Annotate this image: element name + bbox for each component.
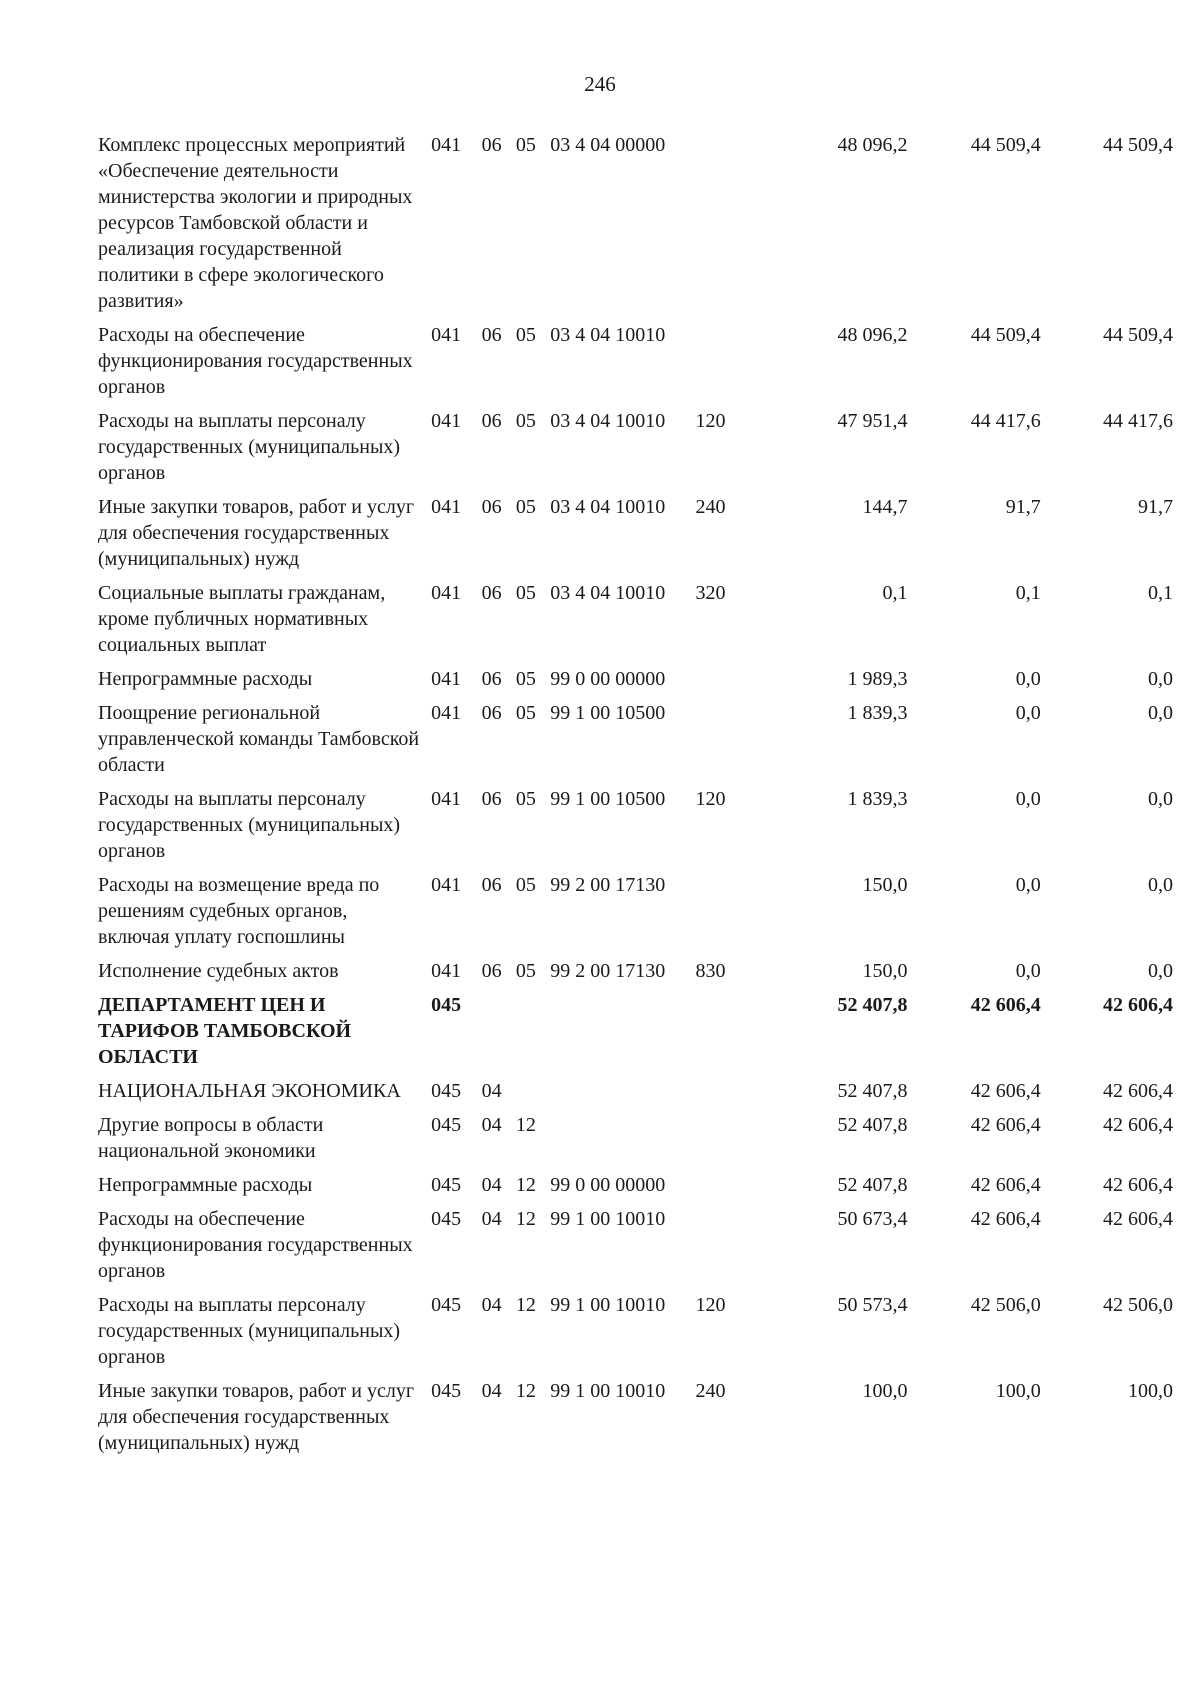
- row-subsection-code: [516, 1078, 550, 1112]
- row-target-article-code: 99 0 00 00000: [550, 668, 666, 690]
- row-section-code: 04: [481, 1380, 502, 1402]
- row-amount-year-2: 0,1: [1015, 582, 1041, 604]
- row-amount-year-2: 100,0: [995, 1380, 1041, 1402]
- row-target-article-code: 03 4 04 10010: [550, 582, 666, 604]
- row-subsection-code: 05: [515, 668, 536, 690]
- row-subsection-code: 05: [515, 702, 536, 724]
- row-amount-year-2: 0,0: [1015, 702, 1041, 724]
- row-subsection-code: 05: [515, 496, 536, 518]
- row-grbs-code: 045: [431, 994, 462, 1016]
- row-subsection-code: 05: [515, 874, 536, 896]
- row-target-article-code: [550, 1078, 695, 1112]
- row-amount-year-3: 0,0: [1148, 960, 1173, 982]
- row-amount-year-3: 0,0: [1148, 668, 1173, 690]
- row-name: Непрограммные расходы: [98, 1174, 313, 1196]
- row-amount-year-2: 42 506,0: [970, 1294, 1041, 1316]
- row-grbs-code: 041: [431, 668, 462, 690]
- row-target-article-code: [550, 1112, 695, 1172]
- row-subsection-code: 12: [515, 1380, 536, 1402]
- row-amount-year-2: 44 417,6: [970, 410, 1041, 432]
- row-amount-year-2: 0,0: [1015, 874, 1041, 896]
- row-amount-year-3: 42 606,4: [1103, 1114, 1173, 1136]
- row-subsection-code: 12: [515, 1208, 536, 1230]
- table-row: [98, 1206, 1173, 1292]
- row-amount-year-1: 0,1: [882, 582, 908, 604]
- row-section-code: 06: [481, 496, 502, 518]
- row-expense-type-code: [696, 992, 767, 1078]
- row-subsection-code: 05: [515, 788, 536, 810]
- row-amount-year-1: 150,0: [862, 874, 908, 896]
- row-amount-year-1: 50 573,4: [837, 1294, 908, 1316]
- row-amount-year-1: 52 407,8: [837, 994, 908, 1016]
- row-amount-year-3: 0,0: [1148, 788, 1173, 810]
- row-grbs-code: 041: [431, 496, 462, 518]
- row-target-article-code: 99 1 00 10500: [550, 788, 666, 810]
- row-expense-type-code: [696, 322, 767, 408]
- row-subsection-code: [516, 992, 550, 1078]
- row-amount-year-1: 50 673,4: [837, 1208, 908, 1230]
- row-name: Расходы на выплаты персоналу государственных (муниципальных) органов: [98, 410, 401, 484]
- row-section-code: 06: [481, 960, 502, 982]
- row-target-article-code: [550, 992, 695, 1078]
- table-row: [98, 132, 1173, 322]
- row-section-code: 06: [481, 668, 502, 690]
- row-amount-year-3: 100,0: [1128, 1380, 1173, 1402]
- row-name: Расходы на выплаты персоналу государственных (муниципальных) органов: [98, 1294, 401, 1368]
- row-grbs-code: 041: [431, 702, 462, 724]
- row-grbs-code: 045: [431, 1114, 462, 1136]
- row-amount-year-1: 150,0: [862, 960, 908, 982]
- row-expense-type-code: [696, 666, 767, 700]
- row-name: ДЕПАРТАМЕНТ ЦЕН И ТАРИФОВ ТАМБОВСКОЙ ОБЛАСТИ: [98, 994, 352, 1068]
- row-amount-year-1: 48 096,2: [837, 134, 908, 156]
- row-name: Расходы на обеспечение функционирования государственных органов: [98, 324, 413, 398]
- row-amount-year-3: 0,0: [1148, 702, 1173, 724]
- row-section-code: 06: [481, 582, 502, 604]
- row-grbs-code: 041: [431, 582, 462, 604]
- row-expense-type-code: [696, 872, 767, 958]
- row-amount-year-1: 52 407,8: [837, 1080, 908, 1102]
- table-row: [98, 786, 1173, 872]
- row-name: Иные закупки товаров, работ и услуг для обеспечения государственных (муниципальных) нужд: [98, 1380, 415, 1454]
- row-amount-year-1: 1 989,3: [847, 668, 908, 690]
- row-amount-year-2: 91,7: [1005, 496, 1041, 518]
- row-subsection-code: 05: [515, 324, 536, 346]
- row-name: Расходы на обеспечение функционирования государственных органов: [98, 1208, 413, 1282]
- row-amount-year-1: 47 951,4: [837, 410, 908, 432]
- row-target-article-code: 99 0 00 00000: [550, 1174, 666, 1196]
- row-amount-year-3: 42 606,4: [1103, 994, 1173, 1016]
- row-amount-year-3: 0,1: [1148, 582, 1173, 604]
- row-target-article-code: 99 1 00 10010: [550, 1380, 666, 1402]
- row-name: НАЦИОНАЛЬНАЯ ЭКОНОМИКА: [98, 1080, 401, 1102]
- table-row: [98, 1292, 1173, 1378]
- row-target-article-code: 03 4 04 10010: [550, 324, 666, 346]
- row-amount-year-2: 42 606,4: [970, 1174, 1041, 1196]
- row-amount-year-3: 42 506,0: [1103, 1294, 1173, 1316]
- row-target-article-code: 03 4 04 10010: [550, 410, 666, 432]
- row-section-code: 06: [481, 134, 502, 156]
- table-row: [98, 322, 1173, 408]
- row-amount-year-1: 52 407,8: [837, 1174, 908, 1196]
- row-amount-year-3: 42 606,4: [1103, 1174, 1173, 1196]
- row-amount-year-2: 42 606,4: [970, 1114, 1041, 1136]
- row-target-article-code: 99 1 00 10010: [550, 1208, 666, 1230]
- row-amount-year-1: 1 839,3: [847, 788, 908, 810]
- row-grbs-code: 041: [431, 410, 462, 432]
- row-amount-year-3: 0,0: [1148, 874, 1173, 896]
- row-expense-type-code: [696, 1206, 767, 1292]
- row-subsection-code: 12: [515, 1174, 536, 1196]
- row-amount-year-3: 42 606,4: [1103, 1080, 1173, 1102]
- row-section-code: 04: [481, 1114, 502, 1136]
- row-name: Расходы на возмещение вреда по решениям судебных органов, включая уплату госпошлины: [98, 874, 380, 948]
- row-expense-type-code: 120: [695, 788, 726, 810]
- row-expense-type-code: [696, 1172, 767, 1206]
- row-name: Социальные выплаты гражданам, кроме публичных нормативных социальных выплат: [98, 582, 386, 656]
- row-amount-year-1: 1 839,3: [847, 702, 908, 724]
- row-section-code: 04: [481, 1208, 502, 1230]
- row-amount-year-2: 0,0: [1015, 668, 1041, 690]
- row-name: Исполнение судебных актов: [98, 960, 339, 982]
- row-amount-year-1: 100,0: [862, 1380, 908, 1402]
- row-grbs-code: 041: [431, 324, 462, 346]
- row-amount-year-1: 52 407,8: [837, 1114, 908, 1136]
- row-grbs-code: 045: [431, 1208, 462, 1230]
- row-amount-year-1: 48 096,2: [837, 324, 908, 346]
- row-amount-year-2: 0,0: [1015, 788, 1041, 810]
- row-amount-year-2: 44 509,4: [970, 324, 1041, 346]
- row-expense-type-code: [696, 132, 767, 322]
- row-amount-year-2: 42 606,4: [970, 1208, 1041, 1230]
- row-amount-year-2: 44 509,4: [970, 134, 1041, 156]
- row-name: Комплекс процессных мероприятий «Обеспечение деятельности министерства экологии и природных ресурсов Тамбовской области и реализация государственной политики в сфере экологического развития»: [98, 134, 413, 312]
- row-amount-year-3: 44 417,6: [1103, 410, 1173, 432]
- row-target-article-code: 99 1 00 10500: [550, 702, 666, 724]
- table-row: [98, 958, 1173, 992]
- row-section-code: 06: [481, 788, 502, 810]
- table-row: [98, 580, 1173, 666]
- row-amount-year-3: 42 606,4: [1103, 1208, 1173, 1230]
- row-section-code: 06: [481, 874, 502, 896]
- row-expense-type-code: 240: [695, 1380, 726, 1402]
- row-target-article-code: 03 4 04 00000: [550, 134, 666, 156]
- row-grbs-code: 041: [431, 134, 462, 156]
- row-section-code: 04: [481, 1294, 502, 1316]
- table-row: [98, 1172, 1173, 1206]
- row-target-article-code: 03 4 04 10010: [550, 496, 666, 518]
- row-name: Иные закупки товаров, работ и услуг для обеспечения государственных (муниципальных) нужд: [98, 496, 415, 570]
- table-row: [98, 1078, 1173, 1112]
- row-expense-type-code: [696, 1078, 767, 1112]
- row-expense-type-code: 240: [695, 496, 726, 518]
- row-section-code: 04: [481, 1174, 502, 1196]
- row-target-article-code: 99 1 00 10010: [550, 1294, 666, 1316]
- row-target-article-code: 99 2 00 17130: [550, 874, 666, 896]
- row-subsection-code: 05: [515, 960, 536, 982]
- table-row: [98, 666, 1173, 700]
- row-grbs-code: 041: [431, 874, 462, 896]
- table-row: [98, 872, 1173, 958]
- row-amount-year-1: 144,7: [862, 496, 908, 518]
- row-section-code: 06: [481, 702, 502, 724]
- row-grbs-code: 041: [431, 788, 462, 810]
- budget-table: [98, 132, 1173, 1464]
- row-grbs-code: 045: [431, 1080, 462, 1102]
- row-expense-type-code: 320: [695, 582, 726, 604]
- row-subsection-code: 12: [515, 1114, 536, 1136]
- row-expense-type-code: [696, 700, 767, 786]
- row-section-code: 06: [481, 410, 502, 432]
- table-row: [98, 992, 1173, 1078]
- row-name: Поощрение региональной управленческой команды Тамбовской области: [98, 702, 420, 776]
- row-amount-year-3: 91,7: [1138, 496, 1173, 518]
- row-name: Другие вопросы в области национальной экономики: [98, 1114, 324, 1162]
- row-section-code: [482, 992, 516, 1078]
- row-amount-year-2: 42 606,4: [970, 994, 1041, 1016]
- row-name: Расходы на выплаты персоналу государственных (муниципальных) органов: [98, 788, 401, 862]
- table-row: [98, 494, 1173, 580]
- row-amount-year-3: 44 509,4: [1103, 134, 1173, 156]
- row-expense-type-code: 830: [695, 960, 726, 982]
- row-amount-year-2: 42 606,4: [970, 1080, 1041, 1102]
- row-subsection-code: 05: [515, 410, 536, 432]
- row-expense-type-code: 120: [695, 410, 726, 432]
- row-grbs-code: 045: [431, 1174, 462, 1196]
- row-subsection-code: 05: [515, 582, 536, 604]
- row-name: Непрограммные расходы: [98, 668, 313, 690]
- row-grbs-code: 045: [431, 1294, 462, 1316]
- table-body: [98, 132, 1173, 1464]
- row-grbs-code: 041: [431, 960, 462, 982]
- table-row: [98, 1112, 1173, 1172]
- row-target-article-code: 99 2 00 17130: [550, 960, 666, 982]
- row-subsection-code: 05: [515, 134, 536, 156]
- table-row: [98, 408, 1173, 494]
- table-row: [98, 1378, 1173, 1464]
- row-expense-type-code: 120: [695, 1294, 726, 1316]
- row-subsection-code: 12: [515, 1294, 536, 1316]
- table-row: [98, 700, 1173, 786]
- row-grbs-code: 045: [431, 1380, 462, 1402]
- row-amount-year-3: 44 509,4: [1103, 324, 1173, 346]
- row-section-code: 04: [481, 1080, 502, 1102]
- row-section-code: 06: [481, 324, 502, 346]
- row-expense-type-code: [696, 1112, 767, 1172]
- page-number: 246: [584, 72, 616, 96]
- row-amount-year-2: 0,0: [1015, 960, 1041, 982]
